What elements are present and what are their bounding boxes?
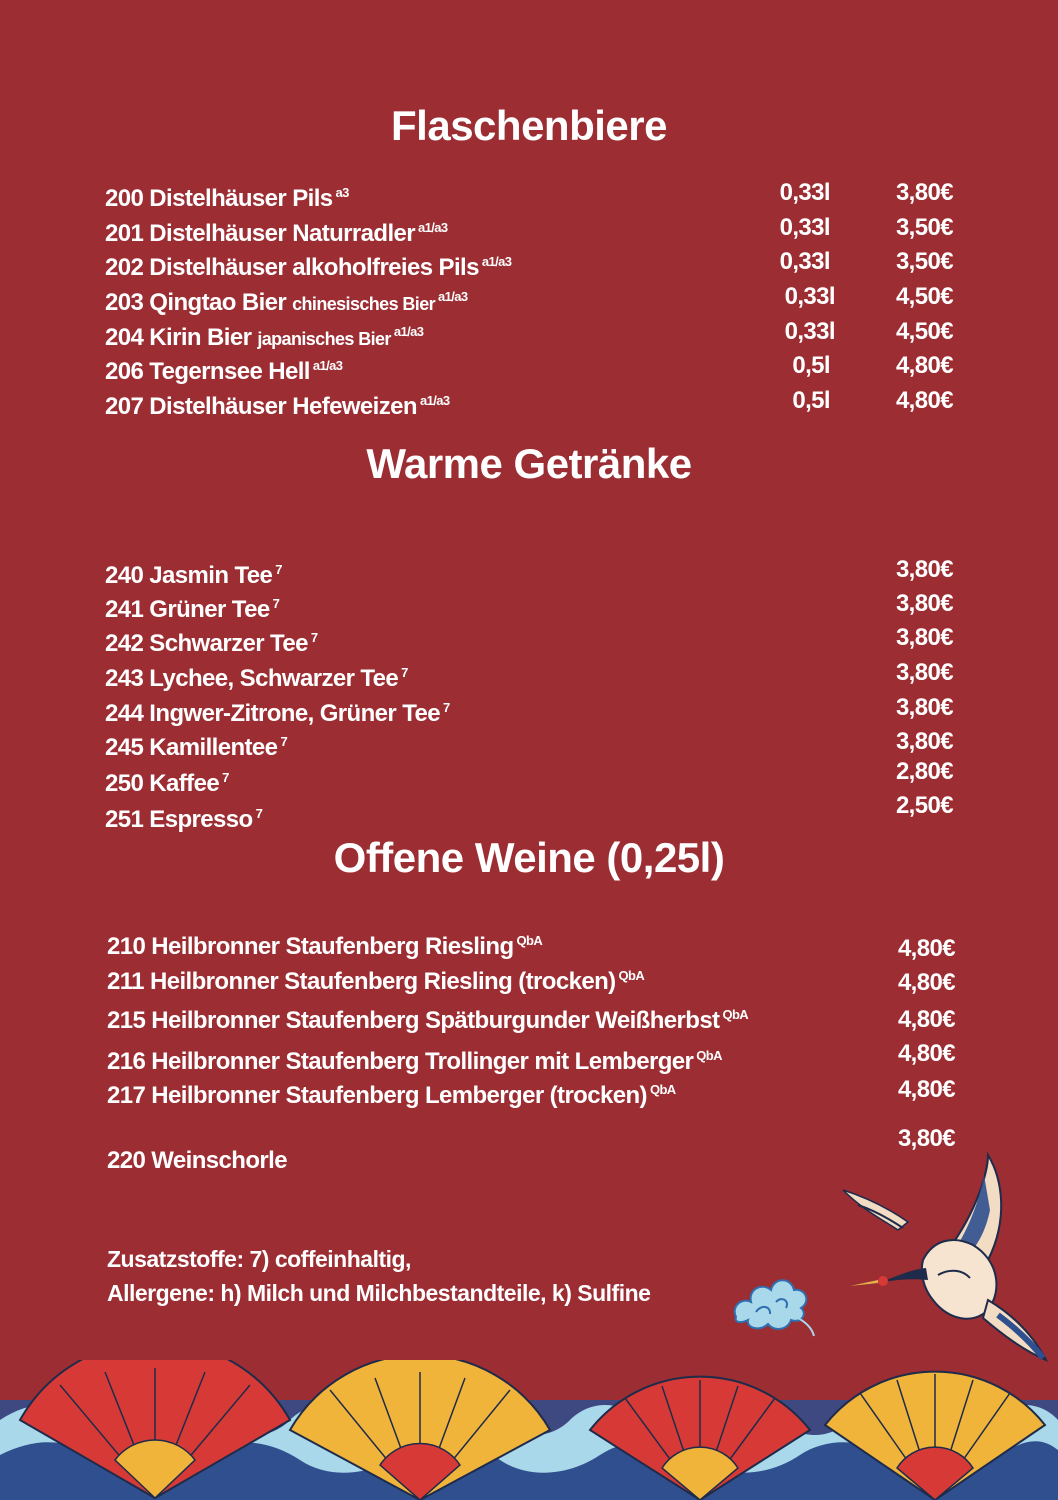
menu-item: [105, 281, 955, 316]
menu-item: [105, 692, 955, 727]
item-price: 4,80€: [895, 387, 953, 414]
item-allergen: a1/a3: [393, 324, 424, 339]
crane-illustration-icon: [838, 1150, 1050, 1365]
item-name: 202 Distelhäuser alkoholfreies Pils: [105, 254, 479, 281]
menu-item: [105, 316, 955, 351]
menu-item: [107, 999, 957, 1034]
item-price: 3,80€: [897, 1125, 955, 1152]
item-allergen: a3: [335, 185, 349, 200]
menu-item: [105, 554, 955, 589]
item-quality: QbA: [649, 1082, 676, 1097]
item-allergen: a1/a3: [418, 220, 448, 235]
item-quality: QbA: [722, 1007, 749, 1022]
item-name: 242 Schwarzer Tee: [105, 630, 308, 657]
item-price: 3,80€: [895, 728, 953, 755]
item-name: 215 Heilbronner Staufenberg Spätburgunder Weißherbst: [107, 1007, 720, 1034]
menu-item: [105, 385, 955, 420]
item-name: 203 Qingtao Bier: [105, 289, 287, 316]
cloud-ornament-icon: [726, 1262, 816, 1342]
item-name: 240 Jasmin Tee: [105, 562, 273, 589]
item-name: 210 Heilbronner Staufenberg Riesling: [107, 933, 514, 960]
item-note: chinesisches Bier: [292, 294, 436, 314]
item-price: 3,80€: [895, 694, 953, 721]
menu-item: [107, 1074, 957, 1109]
item-allergen: a1/a3: [438, 289, 468, 304]
item-name: 251 Espresso: [105, 806, 253, 833]
item-price: 4,50€: [895, 318, 953, 345]
menu-item: [105, 726, 955, 761]
item-price: 4,80€: [895, 352, 953, 379]
item-quality: QbA: [618, 968, 645, 983]
section-title-bottled-beer: Flaschenbiere: [391, 102, 667, 149]
item-volume: 0,5l: [792, 387, 830, 414]
menu-item: [105, 622, 955, 657]
item-name: 220 Weinschorle: [107, 1147, 287, 1174]
item-allergen: 7: [255, 806, 263, 821]
menu-item: [105, 246, 955, 281]
item-price: 4,80€: [897, 1006, 955, 1033]
item-volume: 0,33l: [784, 283, 835, 310]
item-name: 243 Lychee, Schwarzer Tee: [105, 665, 399, 692]
item-volume: 0,33l: [784, 318, 835, 345]
item-allergen: a1/a3: [419, 393, 450, 408]
item-allergen: a1/a3: [481, 254, 512, 269]
item-volume: 0,33l: [779, 179, 830, 206]
additives-note: Zusatzstoffe: 7) coffeinhaltig,: [107, 1246, 411, 1272]
menu-item: [105, 588, 955, 623]
menu-item: [107, 925, 957, 962]
item-note: japanisches Bier: [257, 329, 391, 349]
section-title-open-wines: Offene Weine (0,25l): [333, 834, 725, 881]
item-name: 200 Distelhäuser Pils: [105, 185, 333, 212]
item-price: 2,80€: [895, 758, 953, 785]
menu-item: [107, 960, 957, 996]
item-price: 3,80€: [895, 179, 953, 206]
item-name: 250 Kaffee: [105, 770, 220, 797]
item-price: 3,80€: [895, 556, 953, 583]
item-price: 3,80€: [895, 590, 953, 617]
item-price: 2,50€: [895, 792, 953, 819]
item-name: 206 Tegernsee Hell: [105, 358, 310, 385]
allergens-note: Allergene: h) Milch und Milchbestandteile, k) Sulfine: [107, 1280, 651, 1306]
menu-item-schorle: [107, 1125, 957, 1177]
item-price: 4,80€: [897, 935, 955, 962]
item-name: 244 Ingwer-Zitrone, Grüner Tee: [105, 700, 440, 727]
item-price: 4,80€: [897, 1076, 955, 1103]
item-quality: QbA: [516, 933, 543, 948]
menu-item: [105, 758, 955, 797]
item-allergen: a1/a3: [312, 358, 343, 373]
item-allergen: 7: [310, 630, 318, 645]
item-volume: 0,5l: [792, 352, 830, 379]
item-allergen: 7: [442, 700, 450, 715]
item-name: 217 Heilbronner Staufenberg Lemberger (trocken): [107, 1082, 647, 1109]
item-name: 245 Kamillentee: [105, 734, 278, 761]
item-allergen: 7: [272, 596, 280, 611]
item-name: 216 Heilbronner Staufenberg Trollinger mit Lemberger: [107, 1048, 694, 1075]
item-price: 3,50€: [895, 214, 953, 241]
item-volume: 0,33l: [779, 214, 830, 241]
menu-item: [105, 177, 955, 212]
menu-item: [105, 792, 955, 833]
item-price: 3,50€: [895, 248, 953, 275]
menu-item: [107, 1040, 957, 1075]
section-title-hot-drinks: Warme Getränke: [366, 440, 692, 487]
item-price: 3,80€: [895, 659, 953, 686]
menu-item: [105, 657, 955, 692]
item-name: 204 Kirin Bier: [105, 324, 252, 351]
item-name: 241 Grüner Tee: [105, 596, 270, 623]
item-volume: 0,33l: [779, 248, 830, 275]
item-name: 207 Distelhäuser Hefeweizen: [105, 393, 417, 420]
item-name: 211 Heilbronner Staufenberg Riesling (trocken): [107, 968, 616, 995]
footer-notes: [107, 1242, 650, 1310]
fans-and-waves-decoration: [0, 1360, 1058, 1500]
item-price: 4,50€: [895, 283, 953, 310]
item-quality: QbA: [696, 1048, 722, 1063]
item-allergen: 7: [401, 665, 408, 680]
menu-item: [105, 350, 955, 385]
item-price: 3,80€: [895, 624, 953, 651]
item-price: 4,80€: [897, 1040, 955, 1067]
item-price: 4,80€: [897, 969, 955, 996]
item-allergen: 7: [222, 770, 229, 785]
item-allergen: 7: [280, 734, 288, 749]
item-name: 201 Distelhäuser Naturradler: [105, 220, 416, 247]
item-allergen: 7: [275, 562, 282, 577]
menu-item: [105, 212, 955, 247]
